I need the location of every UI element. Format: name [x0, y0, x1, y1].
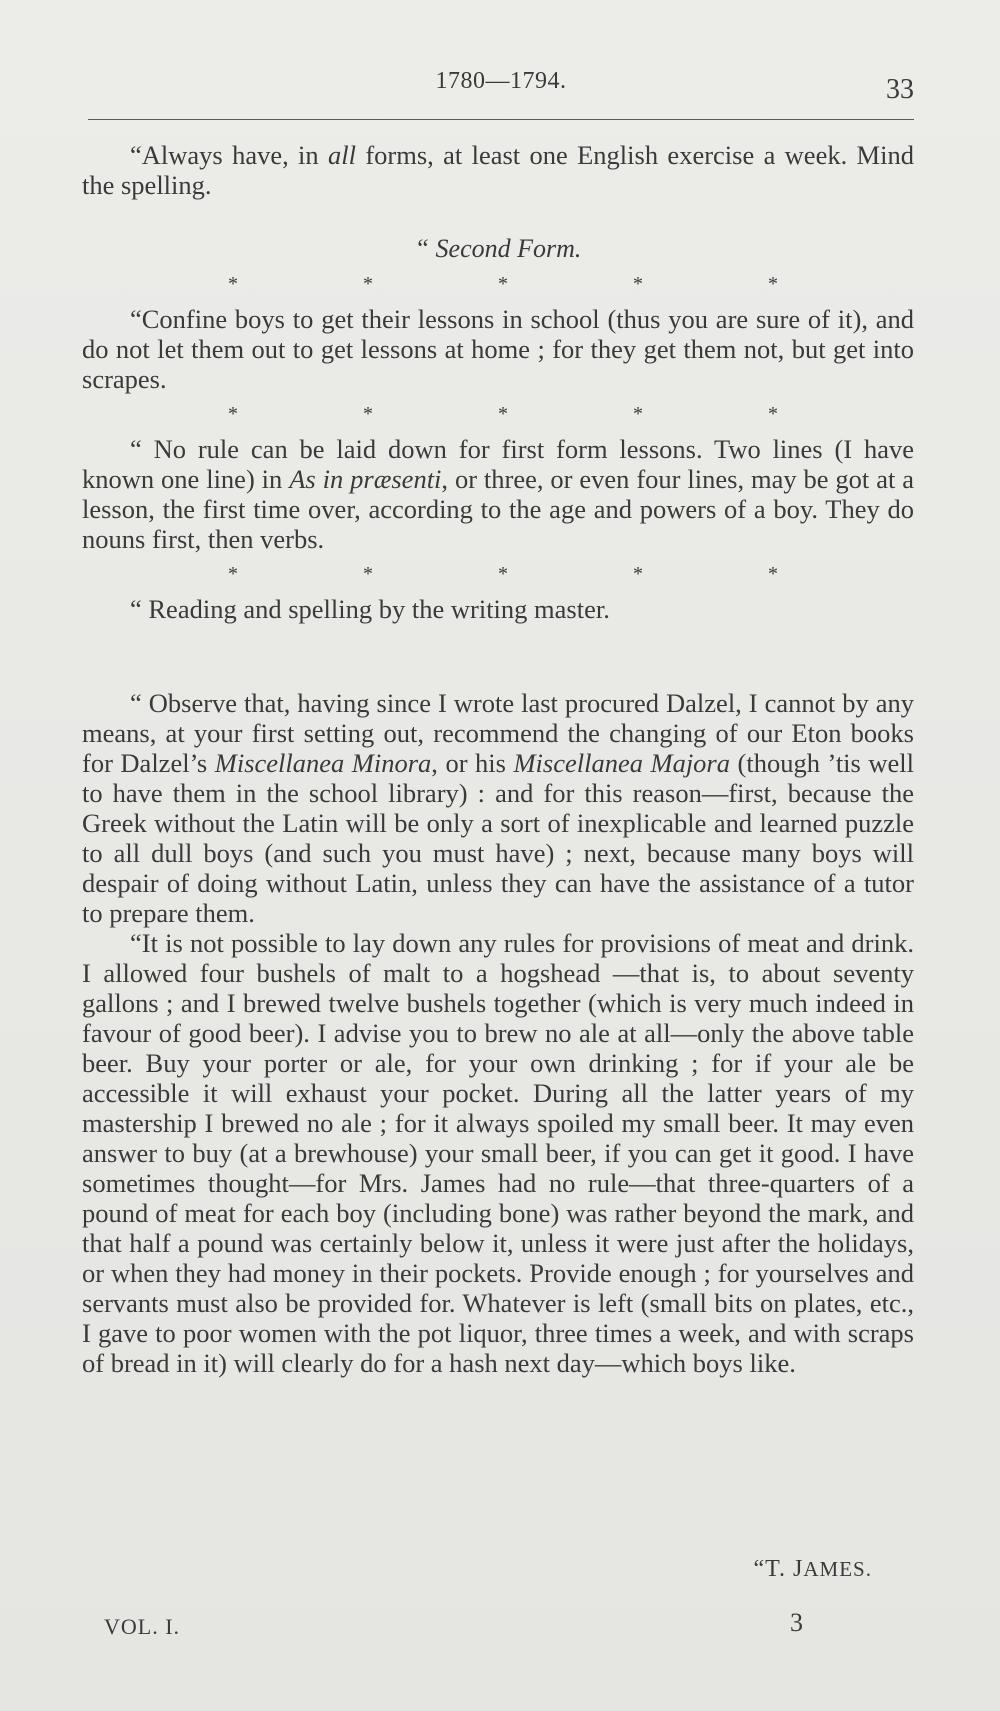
asterisk: *	[228, 273, 238, 295]
section-heading-second-form: “ Second Form.	[414, 234, 582, 263]
emphasis-as-in-praesenti: As in præsenti	[289, 464, 442, 494]
paragraph-english-exercise: “Always have, in all forms, at least one English exercise a week. Mind the spelling.	[82, 140, 914, 200]
body-text	[82, 140, 914, 1378]
asterisk: *	[633, 273, 643, 295]
asterisk: *	[228, 403, 238, 425]
paragraph-reading-spelling: “ Reading and spelling by the writing master.	[130, 594, 610, 624]
separator-stars	[228, 272, 778, 296]
emphasis-miscellanea-majora: Miscellanea Majora	[513, 748, 730, 778]
asterisk: *	[768, 403, 778, 425]
asterisk: *	[633, 403, 643, 425]
emphasis-all: all	[328, 140, 356, 170]
running-title: 1780—1794.	[435, 68, 567, 94]
asterisk: *	[768, 563, 778, 585]
asterisk: *	[498, 273, 508, 295]
paragraph-first-form-lessons: “ No rule can be laid down for first form lessons. Two lines (I have known one line) in As in præsenti, or three, or even four lines, may be got at a lesson, the first time over, according to the age and powers of a boy. They do nouns first, then verbs.	[82, 434, 914, 554]
asterisk: *	[228, 563, 238, 585]
footer-signature-mark: VOL. I.	[104, 1614, 181, 1639]
letter-signature: “T. JAMES.	[753, 1556, 872, 1582]
paragraph-confine-boys: “Confine boys to get their lessons in school (thus you are sure of it), and do not let them out to get lessons at home ; for they get them not, but get into scrapes.	[82, 304, 914, 394]
asterisk: *	[363, 563, 373, 585]
page-header	[88, 58, 914, 108]
asterisk: *	[633, 563, 643, 585]
header-rule	[88, 119, 914, 120]
emphasis-miscellanea-minora: Miscellanea Minora	[214, 748, 432, 778]
paragraph-provisions: “It is not possible to lay down any rules for provisions of meat and drink. I allowed four bushels of malt to a hogshead —that is, to about seventy gallons ; and I brewed twelve bushels together (which is very much indeed in favour of good beer). I advise you to brew no ale at all—only the above table beer. Buy your porter or ale, for your own drinking ; for if your ale be accessible it will exhaust your pocket. During all the latter years of my mastership I brewed no ale ; for it always spoiled my small beer. It may even answer to buy (at a brewhouse) your small beer, if you can get it good. I have sometimes thought—for Mrs. James had no rule—that three-quarters of a pound of meat for each boy (including bone) was rather beyond the mark, and that half a pound was certainly below it, unless it were just after the holidays, or when they had money in their pockets. Provide enough ; for yourselves and servants must also be provided for. Whatever is left (small bits on plates, etc., I gave to poor women with the pot liquor, three times a week, and with scraps of bread in it) will clearly do for a hash next day—which boys like.	[82, 928, 914, 1378]
asterisk: *	[498, 403, 508, 425]
asterisk: *	[768, 273, 778, 295]
page-number: 33	[886, 74, 914, 105]
separator-stars	[228, 402, 778, 426]
asterisk: *	[363, 403, 373, 425]
paragraph-dalzel: “ Observe that, having since I wrote last procured Dalzel, I cannot by any means, at your first setting out, recommend the changing of our Eton books for Dalzel’s Miscellanea Minora, or his Miscellanea Majora (though ’tis well to have them in the school library) : and for this reason—first, because the Greek without the Latin will be only a sort of inexplicable and learned puzzle to all dull boys (and such you must have) ; next, because many boys will despair of doing without Latin, unless they can have the assistance of a tutor to prepare them.	[82, 688, 914, 928]
separator-stars	[228, 562, 778, 586]
asterisk: *	[498, 563, 508, 585]
asterisk: *	[363, 273, 373, 295]
footer-sheet-number: 3	[790, 1608, 803, 1637]
